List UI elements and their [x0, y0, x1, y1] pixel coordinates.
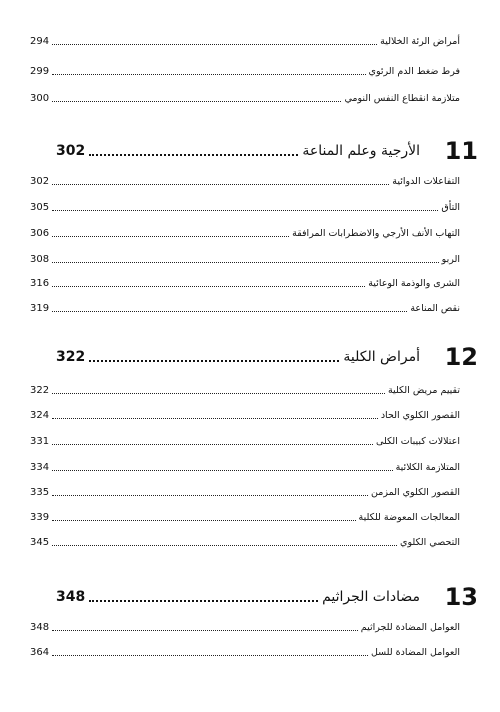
entry-title: المتلازمة الكلائية [395, 462, 460, 473]
toc-entry [30, 248, 460, 266]
toc-entry [30, 272, 460, 290]
entry-title: الربو [441, 254, 460, 265]
dot-leader [52, 261, 439, 263]
toc-entry [30, 506, 460, 524]
toc-entry [30, 456, 460, 474]
entry-page: 306 [30, 228, 50, 239]
chapter-heading [56, 136, 478, 166]
entry-title: أمراض الرئة الخلالية [380, 36, 460, 47]
entry-page: 324 [30, 410, 50, 421]
chapter-title: مضادات الجراثيم [322, 589, 420, 605]
toc-entry [30, 170, 460, 188]
dot-leader [52, 183, 389, 185]
dot-leader [52, 285, 365, 287]
entry-page: 319 [30, 303, 50, 314]
chapter-title: الأرجية وعلم المناعة [302, 143, 420, 159]
dot-leader [52, 235, 289, 237]
entry-title: تقييم مريض الكلية [387, 385, 460, 396]
entry-page: 331 [30, 436, 50, 447]
dot-leader [52, 519, 355, 521]
chapter-number: 13 [444, 583, 478, 611]
dot-leader [89, 360, 339, 362]
dot-leader [52, 654, 368, 656]
toc-entry [30, 430, 460, 448]
toc-entry [30, 87, 460, 105]
entry-title: الشرى والوذمة الوعائية [368, 278, 460, 289]
entry-page: 339 [30, 512, 50, 523]
entry-page: 334 [30, 462, 50, 473]
entry-page: 302 [30, 176, 50, 187]
dot-leader [52, 43, 377, 45]
toc-entry [30, 616, 460, 634]
entry-page: 300 [30, 93, 50, 104]
toc-entry [30, 481, 460, 499]
dot-leader [89, 600, 318, 602]
entry-title: القصور الكلوي المزمن [371, 487, 460, 498]
dot-leader [52, 469, 393, 471]
toc-entry [30, 60, 460, 78]
dot-leader [52, 100, 341, 102]
entry-page: 335 [30, 487, 50, 498]
entry-title: التأق [441, 202, 460, 213]
entry-page: 299 [30, 66, 50, 77]
toc-entry [30, 196, 460, 214]
chapter-title: أمراض الكلية [343, 349, 420, 365]
entry-title: التفاعلات الدوائية [392, 176, 460, 187]
toc-entry [30, 404, 460, 422]
toc-entry [30, 297, 460, 315]
entry-page: 322 [30, 385, 50, 396]
chapter-page: 322 [56, 349, 86, 365]
entry-title: نقص المناعة [410, 303, 460, 314]
entry-title: العوامل المضادة للسل [370, 647, 460, 658]
entry-page: 308 [30, 254, 50, 265]
toc-entry [30, 222, 460, 240]
toc-entry [30, 531, 460, 549]
dot-leader [52, 73, 365, 75]
dot-leader [52, 209, 438, 211]
dot-leader [89, 154, 298, 156]
entry-title: التحصي الكلوي [400, 537, 460, 548]
entry-title: اعتلالات كبيبات الكلى [375, 436, 460, 447]
chapter-heading [56, 582, 478, 612]
dot-leader [52, 629, 358, 631]
chapter-page: 348 [56, 589, 86, 605]
dot-leader [52, 494, 368, 496]
entry-page: 294 [30, 36, 50, 47]
entry-title: العوامل المضادة للجراثيم [360, 622, 460, 633]
entry-title: التهاب الأنف الأرجي والاضطرابات المرافقة [292, 228, 460, 239]
entry-page: 305 [30, 202, 50, 213]
entry-title: المعالجات المعوضة للكلية [358, 512, 460, 523]
entry-title: القصور الكلوي الحاد [380, 410, 460, 421]
entry-page: 345 [30, 537, 50, 548]
dot-leader [52, 310, 407, 312]
chapter-number: 11 [444, 137, 478, 165]
toc-entry [30, 379, 460, 397]
chapter-number: 12 [444, 343, 478, 371]
dot-leader [52, 417, 378, 419]
chapter-page: 302 [56, 143, 86, 159]
dot-leader [52, 392, 385, 394]
entry-page: 316 [30, 278, 50, 289]
entry-page: 364 [30, 647, 50, 658]
entry-title: فرط ضغط الدم الرئوي [368, 66, 460, 77]
chapter-heading [56, 342, 478, 372]
dot-leader [52, 443, 373, 445]
entry-title: متلازمة انقطاع النفس النومي [344, 93, 460, 104]
toc-entry [30, 641, 460, 659]
dot-leader [52, 544, 397, 546]
entry-page: 348 [30, 622, 50, 633]
toc-entry [30, 30, 460, 48]
